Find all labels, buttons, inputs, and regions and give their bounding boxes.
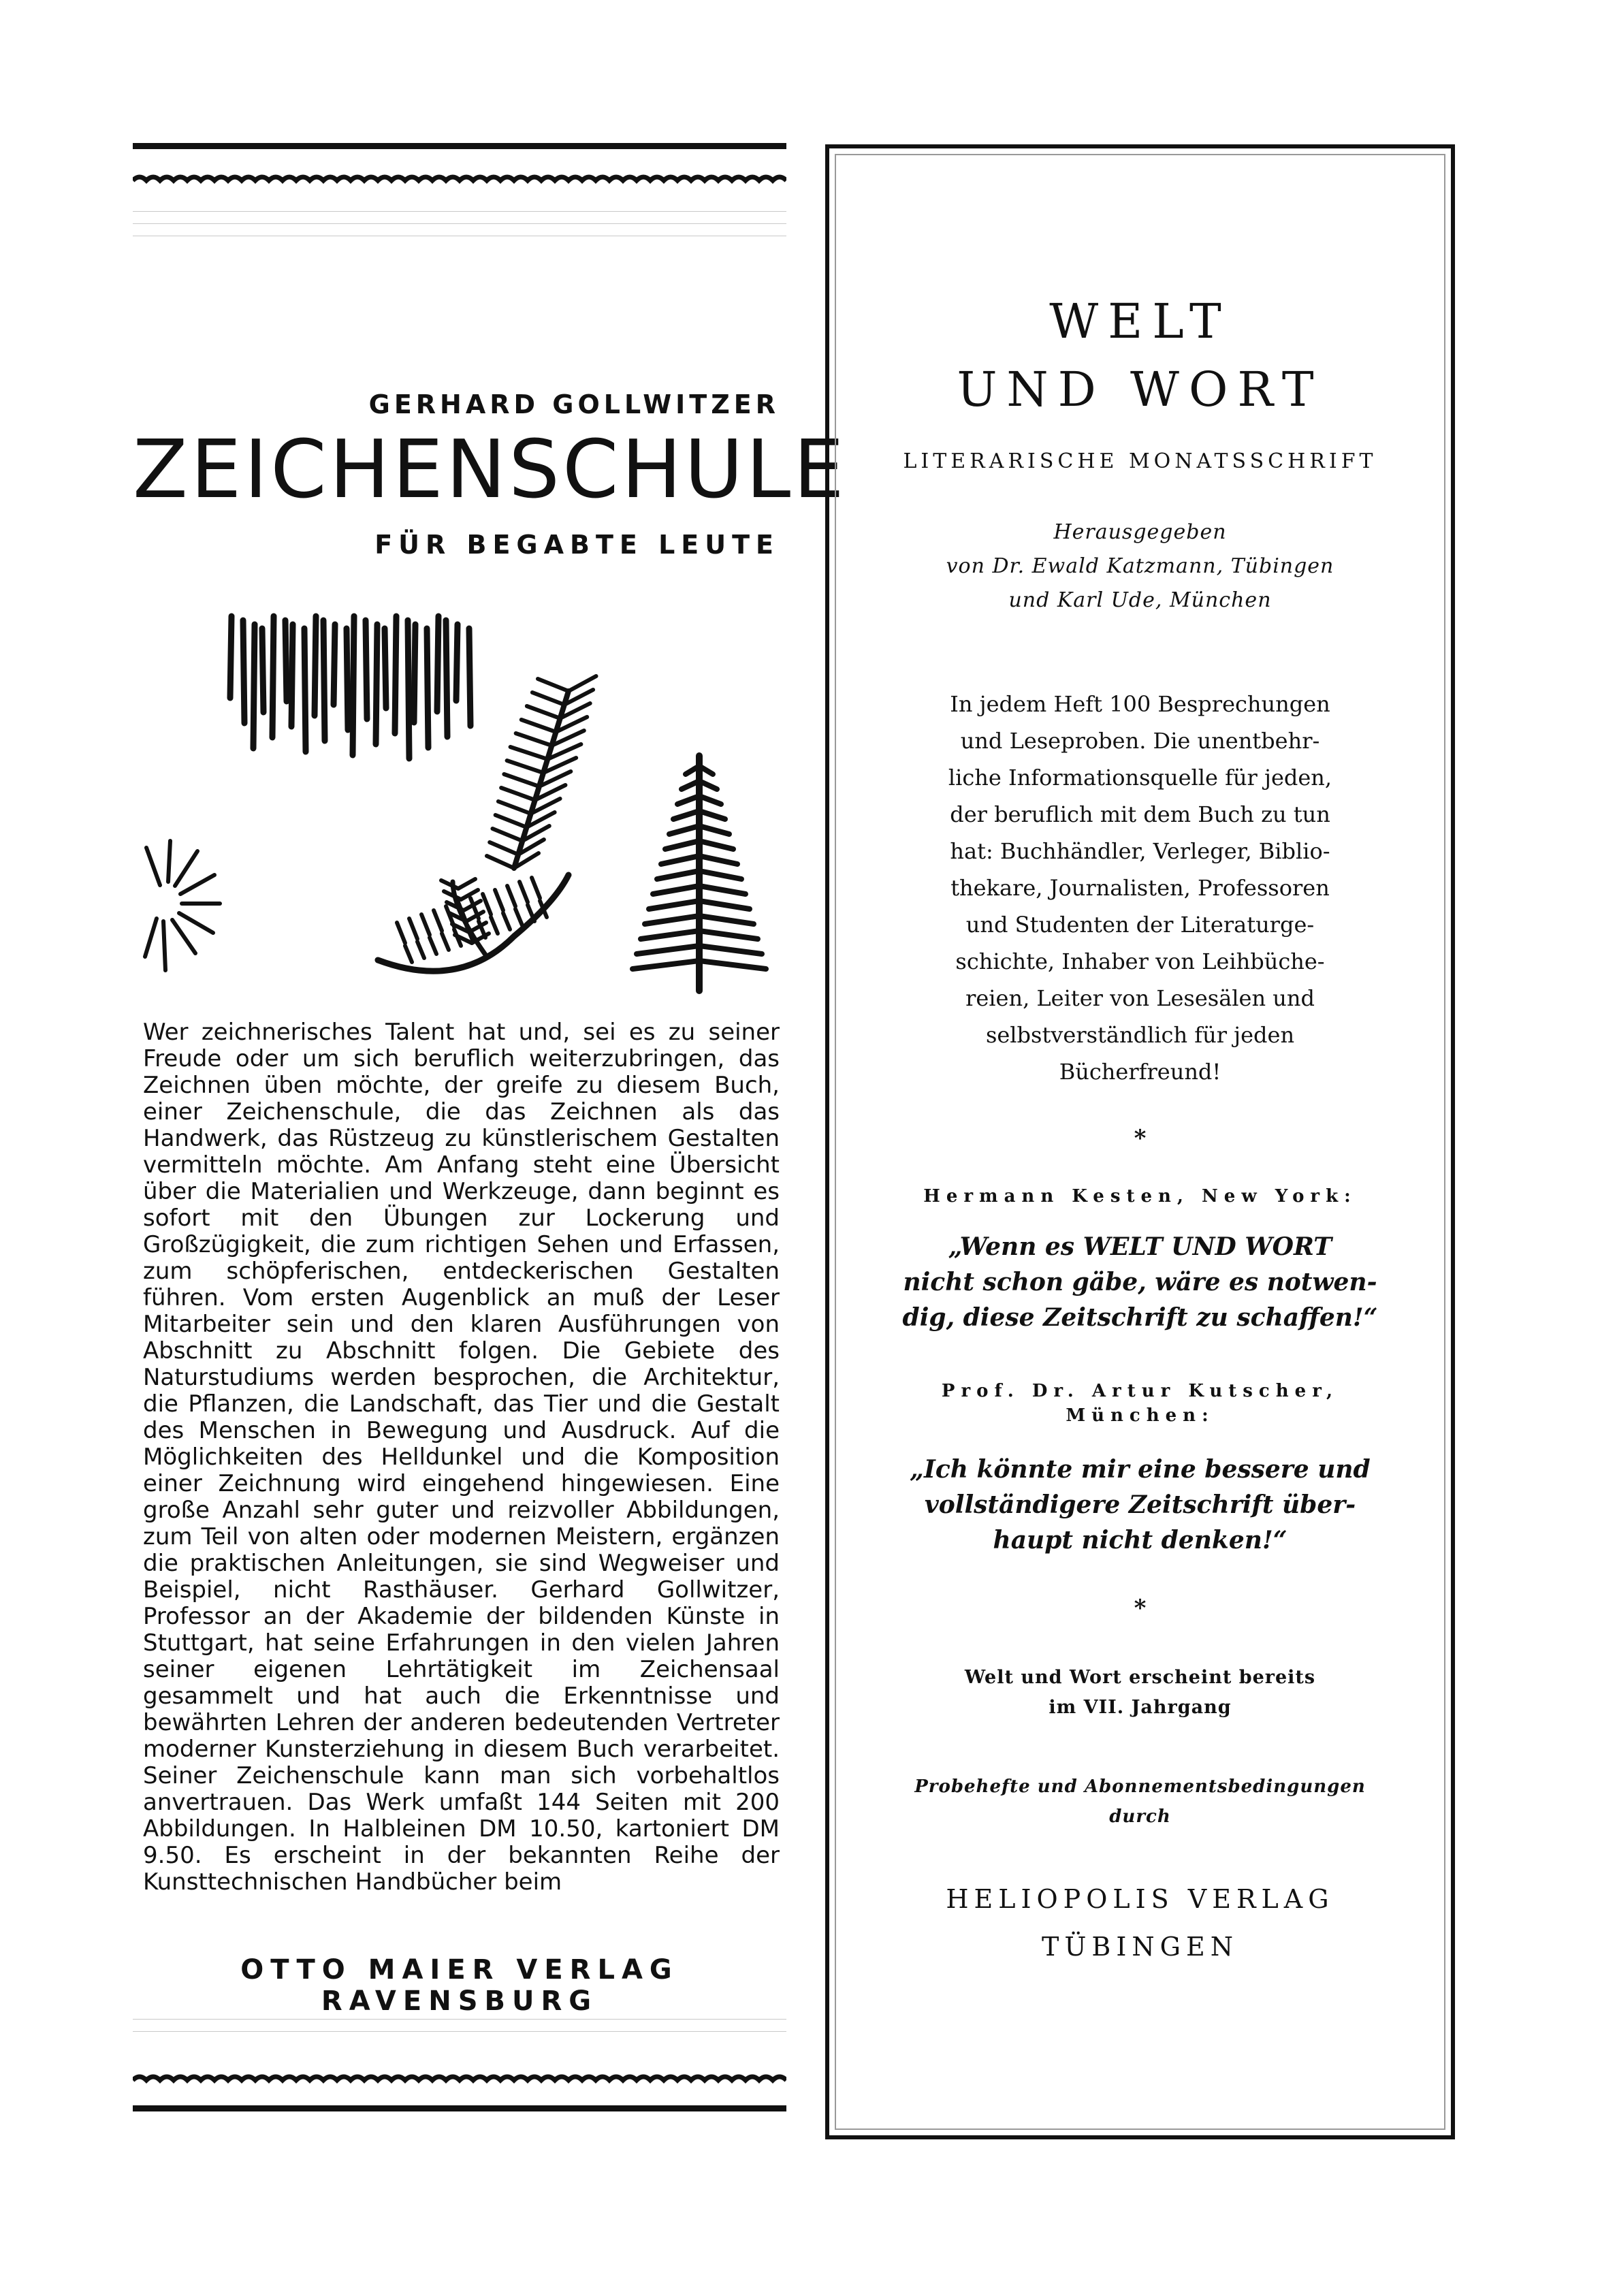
left-advertisement	[133, 143, 847, 2118]
magazine-title-line: UND WORT	[957, 362, 1324, 417]
quote-line: nicht schon gäbe, wäre es notwen-	[903, 1268, 1377, 1296]
separator-asterisk: *	[1134, 1125, 1147, 1152]
editors-line: und Karl Ude, München	[1008, 588, 1272, 612]
fern-leaf-drawing	[487, 676, 596, 868]
quote-author: Hermann Kesten, New York:	[923, 1186, 1357, 1207]
description-line: der beruflich mit dem Buch zu tun	[950, 801, 1330, 827]
bottom-wave-border	[133, 2071, 786, 2089]
description-line: und Studenten der Literaturge-	[965, 912, 1315, 938]
magazine-title-line: WELT	[1049, 293, 1231, 349]
note-line: im VII. Jahrgang	[1049, 1697, 1232, 1718]
quote-text	[825, 1229, 1455, 1335]
quote-line: vollständigere Zeitschrift über-	[924, 1490, 1356, 1519]
book-description: Wer zeichnerisches Talent hat und, sei es zu seiner Freude oder um sich beruflich weiterzubringen, das Zeichnen üben möchte, der greife zu diesem Buch, einer Zeichenschule, die das Zeichnen als das Handwerk, das Rüstzeug zu künstlerischem Gestalten vermitteln möchte. Am Anfang steht eine Übersicht über die Materialien und Werkzeuge, dann beginnt es sofort mit den Übungen zur Lockerung und Großzügigkeit, die zum richtigen Sehen und Erfassen, zum schöpferischen, entdeckerischen Gestalten führen. Vom ersten Augenblick an muß der Leser Mitarbeiter sein und den klaren Ausführungen von Abschnitt zu Abschnitt folgen. Die Gebiete des Naturstudiums werden besprochen, die Architektur, die Pflanzen, die Landschaft, das Tier und die Gestalt des Menschen in Bewegung und Ausdruck. Auf die Möglichkeiten des Helldunkel und die Komposition einer Zeichnung wird eingehend hingewiesen. Eine große Anzahl sehr guter und reizvoller Abbildungen, zum Teil von alten oder modernen Meistern, ergänzen die praktischen Anleitungen, sie sind Wegweiser und Beispiel, nicht Rasthäuser. Gerhard Gollwitzer, Professor an der Akademie der bildenden Künste in Stuttgart, hat seine Erfahrungen in den vielen Jahren seiner eigenen Lehrtätigkeit im Zeichensaal gesammelt und hat auch die Erkenntnisse und bewährten Lehren der anderen bedeutenden Vertreter moderner Kunsterziehung in diesem Buch verarbeitet. Seiner Zeichenschule kann man sich vorbehaltlos anvertrauen. Das Werk umfaßt 144 Seiten mit 200 Abbildungen. In Halbleinen DM 10.50, kartoniert DM 9.50. Es erscheint in der bekannten Reihe der Kunsttechnischen Handbücher beim	[143, 1019, 780, 1896]
description-line: thekare, Journalisten, Professoren	[950, 875, 1330, 901]
faint-rule	[133, 211, 786, 212]
right-advertisement	[825, 144, 1463, 2296]
magazine-title	[825, 287, 1455, 424]
description-line: und Leseproben. Die unentbehr-	[960, 728, 1320, 754]
sample-line: durch	[1109, 1806, 1171, 1827]
description-line: liche Informationsquelle für jeden,	[948, 765, 1332, 791]
separator-asterisk: *	[1134, 1595, 1147, 1622]
sample-line: Probehefte und Abonnementsbedingungen	[914, 1776, 1366, 1797]
book-author: GERHARD GOLLWITZER	[368, 389, 780, 419]
description-line: hat: Buchhändler, Verleger, Biblio-	[950, 838, 1330, 864]
quote-author-line: Prof. Dr. Artur Kutscher,	[941, 1381, 1339, 1401]
description-line: Bücherfreund!	[1059, 1059, 1221, 1085]
brush-drawing-illustration	[133, 589, 786, 1004]
magazine-publisher: HELIOPOLIS VERLAG	[946, 1884, 1334, 1914]
top-thick-rule	[133, 143, 786, 149]
book-publisher: OTTO MAIER VERLAG RAVENSBURG	[240, 1954, 679, 2017]
quote-line: „Wenn es WELT UND WORT	[948, 1232, 1332, 1261]
editors-line: Herausgegeben	[1053, 520, 1227, 544]
description-line: selbstverständlich für jeden	[985, 1022, 1295, 1048]
quote-line: haupt nicht denken!“	[993, 1526, 1287, 1554]
description-line: schichte, Inhaber von Leihbüche-	[955, 948, 1325, 974]
faint-rule	[133, 2019, 786, 2020]
magazine-publisher-city: TÜBINGEN	[1042, 1932, 1238, 1962]
sample-copies-note	[825, 1772, 1455, 1832]
book-title: ZEICHENSCHULE	[133, 422, 847, 516]
magazine-subtitle: LITERARISCHE MONATSSCHRIFT	[903, 449, 1377, 473]
fir-tree-drawing	[633, 756, 766, 991]
branch-drawing	[378, 875, 569, 971]
top-wave-border	[133, 172, 786, 189]
book-subtitle: FÜR BEGABTE LEUTE	[374, 530, 780, 560]
grass-strokes-drawing	[230, 616, 470, 759]
description-line: reien, Leiter von Lesesälen und	[965, 985, 1315, 1011]
description-line: In jedem Heft 100 Besprechungen	[950, 691, 1330, 717]
faint-rule	[133, 2031, 786, 2032]
quote-line: „Ich könnte mir eine bessere und	[910, 1455, 1371, 1484]
note-line: Welt und Wort erscheint bereits	[964, 1667, 1316, 1688]
quote-author-line: München:	[1066, 1405, 1215, 1426]
quote-text	[825, 1452, 1455, 1558]
quote-author	[825, 1379, 1455, 1428]
sun-burst-drawing	[145, 841, 220, 970]
publication-note	[825, 1663, 1455, 1723]
quote-line: dig, diese Zeitschrift zu schaffen!“	[902, 1303, 1378, 1332]
bottom-thick-rule	[133, 2105, 786, 2111]
magazine-editors	[825, 515, 1455, 618]
editors-line: von Dr. Ewald Katzmann, Tübingen	[946, 554, 1334, 578]
magazine-description	[825, 686, 1455, 1090]
faint-rule	[133, 223, 786, 224]
